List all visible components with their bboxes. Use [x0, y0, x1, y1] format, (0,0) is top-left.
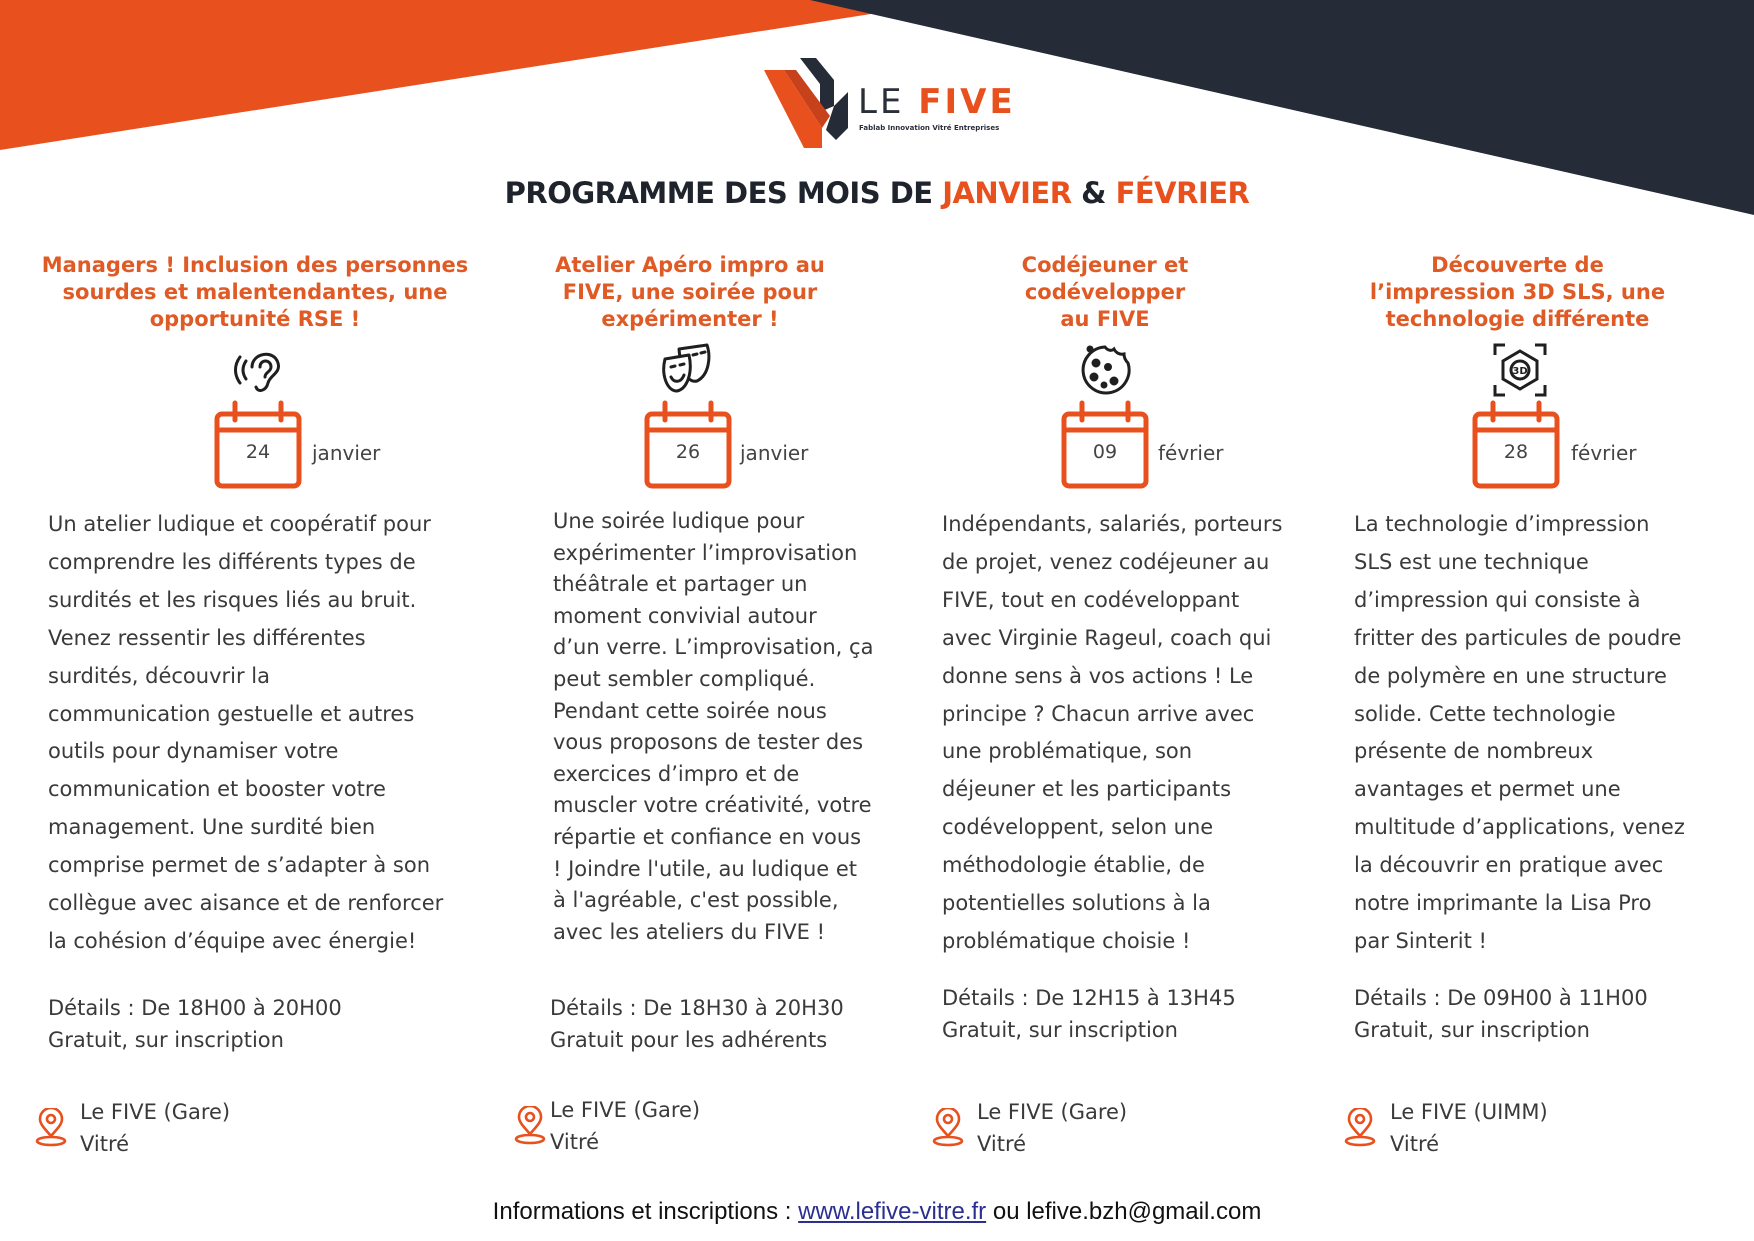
page-title: PROGRAMME DES MOIS DE JANVIER & FÉVRIER [504, 176, 1250, 210]
location-pin-icon [34, 1108, 68, 1148]
cookie-icon [1078, 343, 1132, 397]
event-location: Le FIVE (Gare) Vitré [550, 1098, 701, 1154]
brand-tagline: Fablab Innovation Vitré Entreprises [859, 124, 1000, 132]
event-month: février [1158, 441, 1224, 465]
event-description: Indépendants, salariés, porteurs de projet, venez codéjeuner au FIVE, tout en codéveloppant avec Virginie Rageul, coach qui donne sens à vos actions ! Le principe ? Chacun arrive avec une problématique, son déjeuner et les participants codéveloppent, selon une méthodologie établie, de potentielles solutions à la problématique choisie ! [942, 512, 1283, 953]
location-pin-icon [513, 1106, 547, 1146]
footer-contact: Informations et inscriptions : www.lefive-vitre.fr ou lefive.bzh@gmail.com [492, 1198, 1262, 1225]
event-location: Le FIVE (Gare) Vitré [80, 1100, 231, 1156]
event-details: Détails : De 12H15 à 13H45 Gratuit, sur inscription [942, 986, 1236, 1042]
event-title: Codéjeuner et codévelopper au FIVE [1021, 253, 1189, 331]
event-day: 24 [245, 441, 271, 463]
event-details: Détails : De 18H30 à 20H30 Gratuit pour les adhérents [550, 996, 844, 1052]
location-pin-icon [1343, 1108, 1377, 1148]
event-month: janvier [740, 441, 809, 465]
location-pin-icon [931, 1108, 965, 1148]
event-day: 26 [675, 441, 701, 463]
event-title: Atelier Apéro impro au FIVE, une soirée pour expérimenter ! [555, 253, 825, 331]
theater-masks-icon [659, 343, 713, 397]
event-title: Managers ! Inclusion des personnes sourdes et malentendantes, une opportunité RSE ! [41, 253, 469, 331]
email-address[interactable]: lefive.bzh@gmail.com [1026, 1198, 1262, 1225]
event-description: Une soirée ludique pour expérimenter l’improvisation théâtrale et partager un moment convivial autour d’un verre. L’improvisation, ça peut sembler compliqué. Pendant cette soirée nous vous proposons de tester des exercices d’impro et de muscler votre créativité, votre répartie et confiance en vous ! Joindre l'utile, au ludique et à l'agréable, c'est possible, avec les ateliers du FIVE ! [553, 509, 874, 944]
brand-name: LE FIVE [858, 82, 1016, 122]
website-link[interactable]: www.lefive-vitre.fr [798, 1198, 987, 1225]
event-month: janvier [312, 441, 381, 465]
event-details: Détails : De 18H00 à 20H00 Gratuit, sur inscription [48, 996, 342, 1052]
event-description: La technologie d’impression SLS est une technique d’impression qui consiste à fritter des particules de poudre de polymère en une structure solide. Cette technologie présente de nombreux avantages et permet une multitude d’applications, venez la découvrir en pratique avec notre imprimante la Lisa Pro par Sinterit ! [1354, 512, 1685, 953]
event-description: Un atelier ludique et coopératif pour comprendre les différents types de surdités et les risques liés au bruit. Venez ressentir les différentes surdités, découvrir la communication gestuelle et autres outils pour dynamiser votre communication et booster votre management. Une surdité bien comprise permet de s’adapter à son collègue avec aisance et de renforcer la cohésion d’équipe avec énergie! [48, 512, 444, 953]
event-month: février [1571, 441, 1637, 465]
3d-cube-scan-icon [1491, 341, 1549, 399]
ear-icon [234, 343, 288, 397]
event-title: Découverte de l’impression 3D SLS, une technologie différente [1369, 253, 1666, 331]
event-details: Détails : De 09H00 à 11H00 Gratuit, sur inscription [1354, 986, 1648, 1042]
event-location: Le FIVE (Gare) Vitré [977, 1100, 1128, 1156]
svg-text:3D: 3D [1512, 366, 1528, 377]
event-location: Le FIVE (UIMM) Vitré [1390, 1100, 1548, 1156]
event-day: 28 [1503, 441, 1529, 463]
event-day: 09 [1092, 441, 1118, 463]
